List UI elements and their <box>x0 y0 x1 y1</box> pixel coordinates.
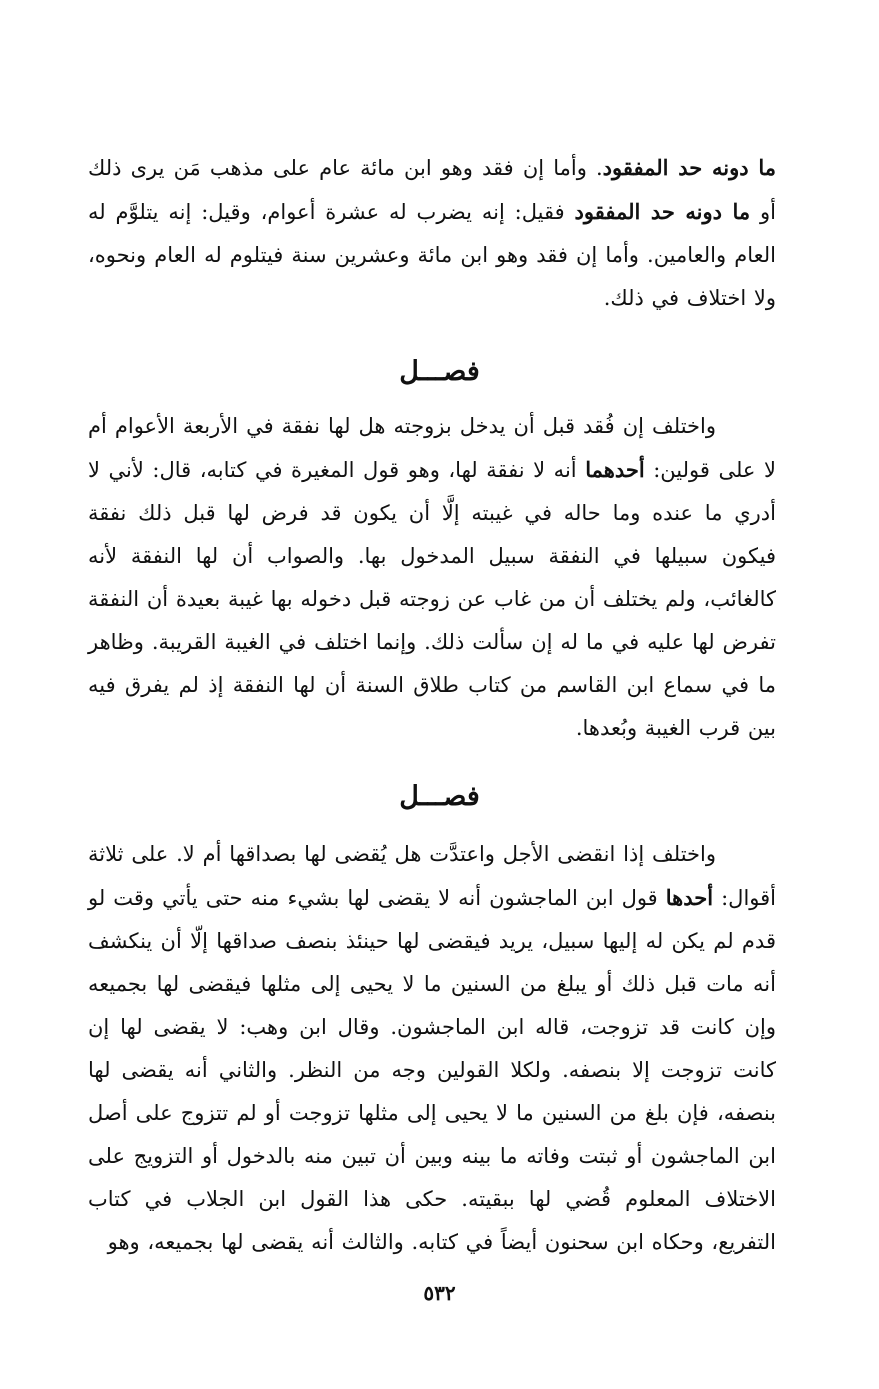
bold-term: ما دونه حد المفقود <box>574 199 751 224</box>
paragraph-continuation <box>88 146 776 320</box>
section-heading: فصـــل <box>399 356 480 387</box>
text-run: واختلف إن فُقد قبل أن يدخل بزوجته هل لها نفقة في الأربعة الأعوام أم لا على قولين: <box>88 414 777 482</box>
text-run: فقيل: إنه يضرب له عشرة أعوام، وقيل: إنه يتلوَّم له العام والعامين. وأما إن فقد وهو ابن مائة وعشرين سنة فيتلوم له العام ونحوه، ولا اختلاف في ذلك. <box>88 200 776 310</box>
paragraph-text <box>88 405 776 750</box>
paragraph-text <box>88 833 776 1264</box>
bold-term: أحدها <box>665 885 714 910</box>
section-heading: فصـــل <box>399 781 480 812</box>
page-number: ٥٣٢ <box>423 1281 456 1305</box>
text-run: أنه لا نفقة لها، وهو قول المغيرة في كتابه، قال: لأني لا أدري ما عنده وما حاله في غيبته إلَّا أن يكون قد فرض لها قبل ذلك نفقة فيكون سبيلها في النفقة سبيل المدخول بها. والصواب أن لها النفقة لأنه كالغائب، ولم يختلف أن من غاب عن زوجته قبل دخوله بها غيبة بعيدة أن النفقة تفرض لها عليه في ما له إن سألت ذلك. وإنما اختلف في الغيبة القريبة. وظاهر ما في سماع ابن القاسم من كتاب طلاق السنة أن لها النفقة إذ لم يفرق فيه بين قرب الغيبة وبُعدها. <box>88 458 776 740</box>
paragraph-section-1 <box>88 405 776 750</box>
text-run: واختلف إذا انقضى الأجل واعتدَّت هل يُقضى لها بصداقها أم لا. على ثلاثة أقوال: <box>88 842 776 910</box>
bold-term: أحدهما <box>585 457 645 482</box>
bold-term: ما دونه حد المفقود <box>602 155 776 180</box>
paragraph-section-2 <box>88 833 776 1264</box>
text-run: . وأما إن فقد وهو ابن مائة عام على مذهب مَن يرى ذلك أو <box>88 156 776 224</box>
paragraph-text <box>88 146 776 320</box>
text-run: قول ابن الماجشون أنه لا يقضى لها بشيء منه حتى يأتي وقت لو قدم لم يكن له إليها سبيل، يريد فيقضى لها حينئذ بنصف صداقها إلّا أن ينكشف أنه مات قبل ذلك أو يبلغ من السنين ما لا يحيى إلى مثلها فيقضى لها بجميعه وإن كانت قد تزوجت، قاله ابن الماجشون. وقال ابن وهب: لا يقضى لها إن كانت تزوجت إلا بنصفه. ولكلا القولين وجه من النظر. والثاني أنه يقضى لها بنصفه، فإن بلغ من السنين ما لا يحيى إلى مثلها تزوجت أو لم تتزوج على أصل ابن الماجشون أو ثبتت وفاته ما بينه وبين أن تبين منه بالدخول أو التزويج على الاختلاف المعلوم قُضي لها ببقيته. حكى هذا القول ابن الجلاب في كتاب التفريع، وحكاه ابن سحنون أيضاً في كتابه. والثالث أنه يقضى لها بجميعه، وهو <box>88 886 776 1254</box>
